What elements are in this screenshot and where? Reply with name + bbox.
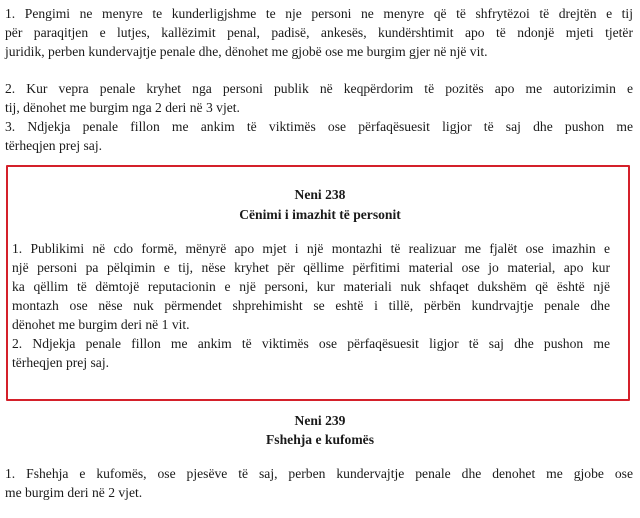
- article-238-title: Cënimi i imazhit të personit: [239, 207, 401, 222]
- text-line: dënohet me burgim deri në 1 vit.: [12, 317, 190, 332]
- text-line: 1. Publikimi në cdo formë, mënyrë apo mjet i një montazhi të realizuar me fjalët ose imazhin e: [12, 241, 610, 256]
- prev-article-paragraph-1: [5, 4, 633, 61]
- article-238-paragraph-1: [12, 239, 610, 334]
- text-line: ka qëllim të dëmtojë reputacionin e një personi, kur materiali nuk shfaqet dukshëm që është një: [12, 279, 610, 294]
- text-line: tërheqjen prej saj.: [5, 138, 103, 153]
- article-238-number: Neni 238: [294, 187, 346, 202]
- text-line: 1. Fshehja e kufomës, ose pjesëve të saj, perben kundervajtje penale dhe denohet me gjobe ose: [5, 466, 633, 481]
- article-239-paragraph-1: [5, 464, 633, 502]
- text-line: një personi pa pëlqimin e tij, nëse kryhet për qëllime përfitimi material ose jo material, apo kur: [12, 260, 610, 275]
- text-line: tij, dënohet me burgim nga 2 deri në 3 vjet.: [5, 100, 240, 115]
- text-line: montazh ose nëse nuk përmendet shprehimisht se eshtë i tillë, përbën kundrvajtje penale dhe: [12, 298, 610, 313]
- text-line: 3. Ndjekja penale fillon me ankim të viktimës ose përfaqësuesit ligjor të saj dhe pushon me: [5, 119, 633, 134]
- text-line: për paraqitjen e lutjes, kallëzimit penal, padisë, ankesës, kundërshtimit apo të ndonjë mjeti tjetër: [5, 25, 633, 40]
- article-239-title: Fshehja e kufomës: [266, 432, 374, 447]
- article-239-number: Neni 239: [294, 413, 346, 428]
- article-238-paragraph-2: [12, 334, 610, 372]
- prev-article-paragraph-3: [5, 117, 633, 155]
- text-line: 2. Ndjekja penale fillon me ankim të viktimës ose përfaqësuesit ligjor të saj dhe pushon me: [12, 336, 610, 351]
- text-line: 2. Kur vepra penale kryhet nga personi publik në keqpërdorim të pozitës apo me autorizimin e: [5, 81, 633, 96]
- text-line: juridik, perben kundervajtje penale dhe, dënohet me gjobë ose me burgim gjer në një vit.: [5, 44, 488, 59]
- text-line: 1. Pengimi ne menyre te kunderligjshme te nje personi ne menyre që të shfrytëzoi të drejtën e tij: [5, 6, 633, 21]
- text-line: tërheqjen prej saj.: [12, 355, 110, 370]
- prev-article-paragraph-2: [5, 79, 633, 117]
- text-line: me burgim deri në 2 vjet.: [5, 485, 143, 500]
